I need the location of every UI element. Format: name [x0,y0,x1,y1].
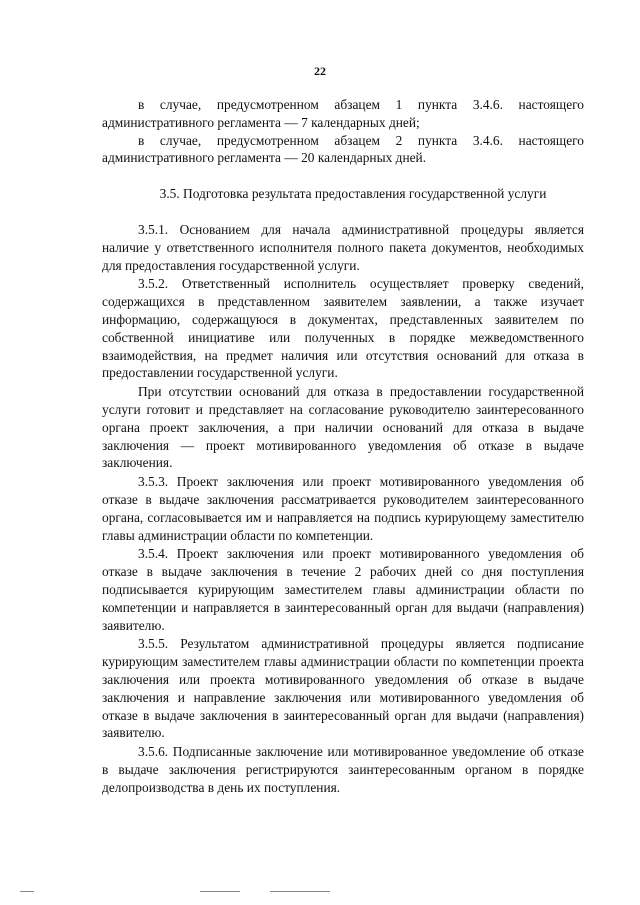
paragraph-3-5-6: 3.5.6. Подписанные заключение или мотивированное уведомление об отказе в выдаче заключения регистрируются заинтересованным органом в порядке делопроизводства в день их поступления. [102,744,584,795]
paragraph-3-5-2: 3.5.2. Ответственный исполнитель осуществляет проверку сведений, содержащихся в представленном заявителем заявлении, а также изучает информацию, содержащуюся в документах, представленных заявителем по собственной инициативе или полученных в порядке межведомственного взаимодействия, на предмет наличия или отсутствия оснований для отказа в предоставлении государственной услуги. [102,276,584,381]
scan-mark [200,891,240,892]
scan-artifacts [0,889,640,895]
paragraph-case-1: в случае, предусмотренном абзацем 1 пункта 3.4.6. настоящего административного регламента — 7 календарных дней; [102,97,584,130]
spacer [102,167,584,185]
paragraph-3-5-4: 3.5.4. Проект заключения или проект мотивированного уведомления об отказе в выдаче заключения в течение 2 рабочих дней со дня поступления подписывается курирующим заместителем главы администрации области по компетенции и направляется в заинтересованный орган для выдачи (направления) заявителю. [102,546,584,633]
paragraph-case-2: в случае, предусмотренном абзацем 2 пункта 3.4.6. настоящего административного регламента — 20 календарных дней. [102,132,584,166]
spacer [102,203,584,221]
section-heading: 3.5. Подготовка результата предоставления государственной услуги [159,186,547,202]
paragraph-3-5-5: 3.5.5. Результатом административной процедуры является подписание курирующим заместителем главы администрации области по компетенции проекта заключения или проекта мотивированного уведомления об отказе в выдаче заключения и направление заключения или мотивированного уведомления об отказе в выдаче заключения в заинтересованный орган для выдачи (направления) заявителю. [102,636,584,741]
document-body [102,96,584,797]
scan-mark [20,891,34,892]
paragraph-3-5-3: 3.5.3. Проект заключения или проект мотивированного уведомления об отказе в выдаче заключения рассматривается руководителем заинтересованного органа, согласовывается им и направляется на подпись курирующему заместителю главы администрации области по компетенции. [102,474,584,543]
paragraph-3-5-2-continued: При отсутствии оснований для отказа в предоставлении государственной услуги готовит и представляет на согласование руководителю заинтересованного органа проект заключения, а при наличии оснований для отказа в выдаче заключения — проект мотивированного уведомления об отказе в выдаче заключения. [102,384,584,471]
page-number: 22 [314,64,326,78]
paragraph-3-5-1: 3.5.1. Основанием для начала административной процедуры является наличие у ответственного исполнителя полного пакета документов, необходимых для предоставления государственной услуги. [102,221,584,273]
scan-mark [270,891,330,892]
